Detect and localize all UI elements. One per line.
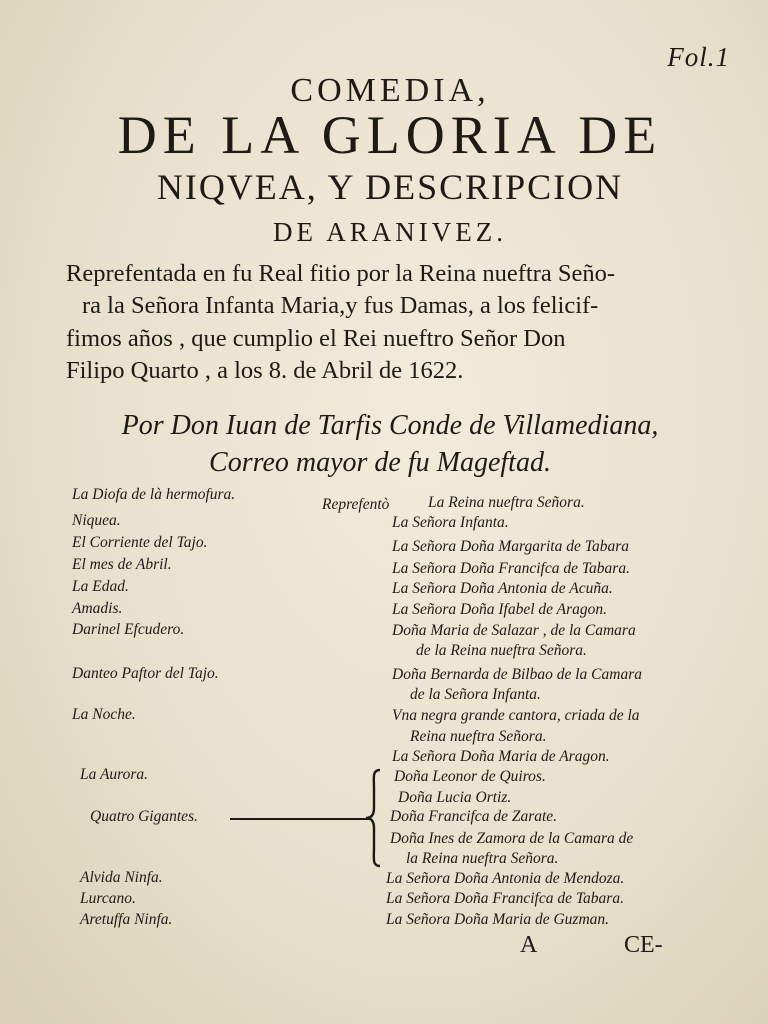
- cast-role: Amadis.: [72, 600, 123, 617]
- cast-role: Darinel Efcudero.: [72, 621, 185, 638]
- folio-number: Fol.1: [667, 42, 730, 72]
- cast-role: Niquea.: [72, 512, 121, 529]
- cast-role: La Diofa de là hermofura.: [72, 486, 236, 503]
- cast-actor: La Señora Doña Antonia de Mendoza.: [386, 870, 625, 887]
- cast-actor: Vna negra grande cantora, criada de la: [392, 707, 640, 724]
- cast-actor: de la Reina nueftra Señora.: [416, 642, 587, 659]
- description-line-2: ra la Señora Infanta Maria,y fus Damas, a los felicif-: [82, 292, 599, 319]
- title-line-2: DE LA GLORIA DE: [117, 105, 663, 165]
- represento-label: Reprefentò: [322, 496, 390, 513]
- signature-mark: A: [520, 932, 538, 958]
- cast-actor: La Señora Doña Ifabel de Aragon.: [392, 601, 607, 618]
- cast-role: Quatro Gigantes.: [90, 808, 198, 825]
- cast-actor: Doña Bernarda de Bilbao de la Camara: [392, 666, 642, 683]
- giant-dash-rule: [230, 818, 370, 820]
- cast-actor: La Señora Infanta.: [392, 514, 509, 531]
- title-line-1: COMEDIA,: [290, 72, 490, 109]
- cast-role: Lurcano.: [80, 890, 136, 907]
- cast-role: Alvida Ninfa.: [80, 869, 163, 886]
- author-line-1: Por Don Iuan de Tarfis Conde de Villamediana,: [121, 410, 659, 441]
- cast-actor: de la Señora Infanta.: [410, 686, 541, 703]
- cast-role: Danteo Paftor del Tajo.: [72, 665, 219, 682]
- cast-actor: La Señora Doña Margarita de Tabara: [392, 538, 629, 555]
- description-line-4: Filipo Quarto , a los 8. de Abril de 1622.: [66, 357, 464, 384]
- cast-role: La Edad.: [72, 578, 129, 595]
- cast-actor: La Señora Doña Francifca de Tabara.: [386, 890, 624, 907]
- author-line-2: Correo mayor de fu Mageftad.: [209, 447, 551, 478]
- title-line-4: DE ARANIVEZ.: [273, 217, 507, 247]
- cast-actor: Doña Maria de Salazar , de la Camara: [392, 622, 636, 639]
- cast-actor: La Señora Doña Antonia de Acuña.: [392, 580, 613, 597]
- cast-role: Aretuffa Ninfa.: [80, 911, 173, 928]
- cast-actor: Doña Leonor de Quiros.: [394, 768, 546, 785]
- cast-role: La Aurora.: [80, 766, 149, 783]
- cast-role: El Corriente del Tajo.: [72, 534, 208, 551]
- description-line-3: fimos años , que cumplio el Rei nueftro Señor Don: [66, 325, 566, 352]
- title-line-3: NIQVEA, Y DESCRIPCION: [156, 167, 624, 207]
- cast-actor: La Reina nueftra Señora.: [428, 494, 585, 511]
- description-line-1: Reprefentada en fu Real fitio por la Reina nueftra Seño-: [66, 260, 615, 287]
- cast-actor: La Señora Doña Maria de Guzman.: [386, 911, 610, 928]
- cast-role: La Noche.: [72, 706, 136, 723]
- cast-actor: Doña Ines de Zamora de la Camara de: [390, 830, 634, 847]
- cast-actor: Doña Lucia Ortiz.: [398, 789, 512, 806]
- cast-actor: Doña Francifca de Zarate.: [390, 808, 558, 825]
- cast-actor: Reina nueftra Señora.: [410, 728, 547, 745]
- curly-brace-icon: [364, 768, 384, 868]
- cast-actor: la Reina nueftra Señora.: [406, 850, 559, 867]
- cast-actor: La Señora Doña Francifca de Tabara.: [392, 560, 630, 577]
- catchword: CE-: [624, 932, 663, 958]
- cast-role: El mes de Abril.: [72, 556, 172, 573]
- cast-actor: La Señora Doña Maria de Aragon.: [392, 748, 610, 765]
